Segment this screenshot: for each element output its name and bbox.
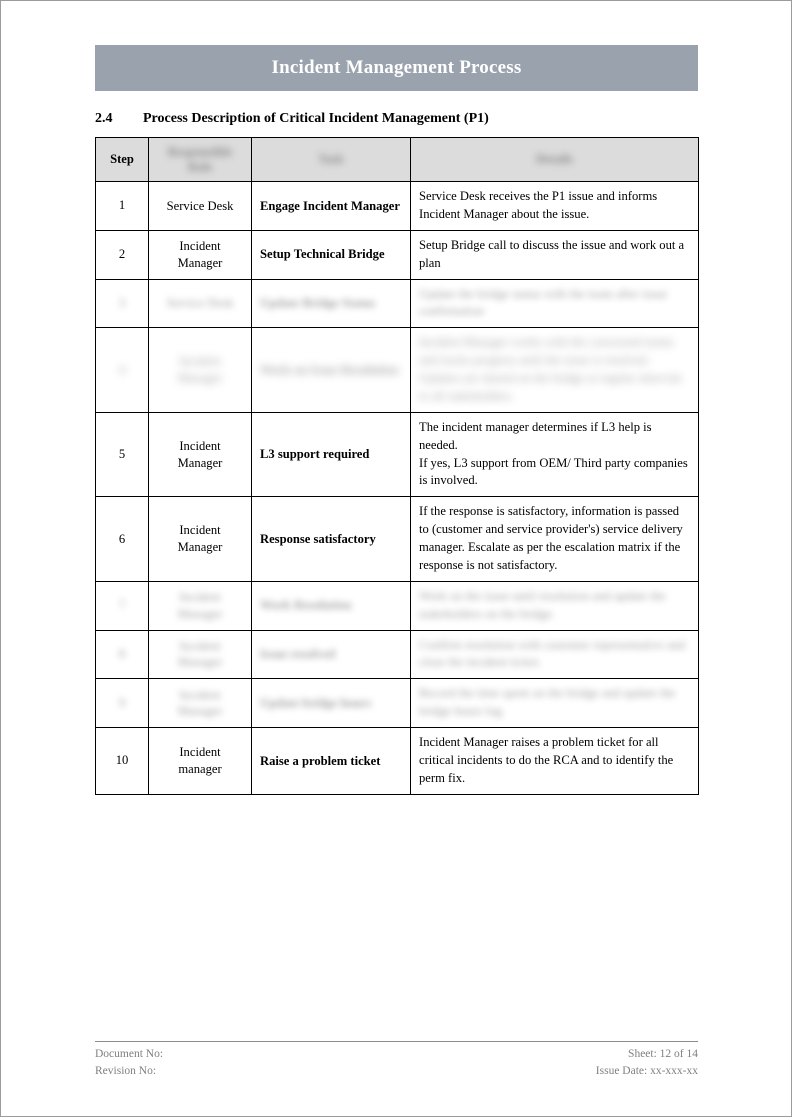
cell-role	[149, 328, 252, 413]
cell-step	[96, 182, 149, 231]
cell-step-text: 7	[118, 598, 126, 613]
cell-role-text: Incident Manager	[177, 523, 223, 554]
cell-step-text: 3	[118, 295, 126, 310]
cell-role	[149, 497, 252, 582]
column-header-task	[252, 138, 411, 182]
cell-task-text: Setup Technical Bridge	[260, 247, 385, 262]
table-row	[96, 630, 699, 679]
cell-task-text: Issue resolved	[260, 647, 335, 662]
table-row	[96, 279, 699, 328]
table-row	[96, 328, 699, 413]
cell-task-text: Response satisfactory	[260, 531, 376, 546]
column-header-role	[149, 138, 252, 182]
cell-task	[252, 581, 411, 630]
cell-task-text: Raise a problem ticket	[260, 753, 381, 768]
section-number: 2.4	[95, 111, 113, 126]
document-title: Incident Management Process	[271, 57, 522, 78]
document-no: Document No:	[95, 1048, 164, 1060]
cell-task-text: Work on Issue Resolution	[260, 362, 399, 377]
cell-role-text: Incident Manager	[177, 438, 223, 470]
cell-description-text: Service Desk receives the P1 issue and informs Incident Manager about the issue.	[419, 189, 658, 221]
table-row	[96, 581, 699, 630]
cell-role	[149, 630, 252, 679]
cell-description	[411, 679, 699, 728]
table-row	[96, 679, 699, 728]
cell-task	[252, 182, 411, 231]
cell-description-text: Incident Manager works with the concerned teams and tracks progress until the issue is resolved. Updates are shared on the bridge at regular intervals to all stakeholders.	[419, 335, 682, 403]
table-header	[96, 138, 699, 182]
cell-role	[149, 679, 252, 728]
cell-task	[252, 279, 411, 328]
cell-description	[411, 497, 699, 582]
cell-task	[252, 328, 411, 413]
cell-task-text: Work Resolution	[260, 598, 352, 613]
column-header-role-label: Responsible Role	[167, 144, 233, 174]
cell-description-text: Incident Manager raises a problem ticket for all critical incidents to do the RCA and to identify the perm fix.	[419, 735, 674, 785]
footer-left-block	[95, 1046, 163, 1081]
table-header-row	[96, 138, 699, 182]
page-footer	[95, 1041, 698, 1081]
cell-step-text: 8	[118, 646, 126, 661]
footer-right-block	[596, 1046, 698, 1081]
cell-description-text: Record the time spent on the bridge and update the bridge hours log.	[419, 686, 676, 719]
cell-role-text: Incident Manager	[177, 590, 223, 621]
cell-step-text: 5	[118, 447, 126, 461]
column-header-step-label: Step	[110, 152, 134, 166]
cell-description-text: The incident manager determines if L3 help is needed. If yes, L3 support from OEM/ Third party companies is involved.	[419, 419, 688, 488]
cell-step	[96, 728, 149, 795]
cell-step	[96, 630, 149, 679]
cell-description	[411, 630, 699, 679]
cell-task	[252, 230, 411, 279]
cell-description	[411, 581, 699, 630]
cell-step	[96, 412, 149, 497]
document-banner	[95, 45, 698, 91]
cell-description	[411, 412, 699, 497]
table-body	[96, 182, 699, 795]
table-row	[96, 728, 699, 795]
cell-step	[96, 328, 149, 413]
cell-description-text: Setup Bridge call to discuss the issue and work out a plan	[419, 237, 685, 270]
cell-step	[96, 581, 149, 630]
cell-role	[149, 581, 252, 630]
cell-step	[96, 497, 149, 582]
cell-description	[411, 182, 699, 231]
cell-description	[411, 230, 699, 279]
cell-description-text: If the response is satisfactory, information is passed to (customer and service provider's) service delivery manager. Escalate as per the escalation matrix if the response is not satisfactory.	[419, 504, 683, 572]
table-row	[96, 412, 699, 497]
cell-step-text: 9	[118, 695, 126, 710]
cell-step-text: 4	[118, 362, 126, 377]
table-row	[96, 182, 699, 231]
table-row	[96, 497, 699, 582]
section-heading	[95, 111, 698, 127]
cell-task-text: L3 support required	[260, 447, 370, 462]
cell-task-text: Update bridge hours	[260, 695, 372, 710]
issue-date: Issue Date: xx-xxx-xx	[595, 1065, 698, 1078]
cell-task	[252, 728, 411, 795]
cell-task	[252, 412, 411, 497]
cell-role-text: Service Desk	[166, 198, 234, 213]
cell-step	[96, 279, 149, 328]
cell-role-text: Incident manager	[178, 745, 222, 776]
cell-role-text: Incident Manager	[177, 239, 223, 270]
table-row	[96, 230, 699, 279]
cell-task-text: Update Bridge Status	[260, 296, 376, 311]
cell-role-text: Incident Manager	[177, 687, 223, 719]
cell-description-text: Confirm resolution with customer representative and close the incident ticket.	[419, 637, 686, 670]
cell-step-text: 1	[118, 198, 126, 213]
cell-task	[252, 679, 411, 728]
column-header-details	[411, 138, 699, 182]
process-description-table	[95, 137, 699, 795]
cell-task	[252, 630, 411, 679]
cell-description-text: Update the bridge status with the team after issue confirmation	[419, 286, 668, 319]
cell-role	[149, 182, 252, 231]
cell-task-text: Engage Incident Manager	[260, 198, 400, 213]
cell-description	[411, 728, 699, 795]
column-header-details-label: Details	[535, 152, 574, 166]
cell-step-text: 2	[118, 247, 126, 262]
cell-step	[96, 230, 149, 279]
revision-no: Revision No:	[95, 1065, 157, 1078]
cell-step	[96, 679, 149, 728]
cell-description	[411, 328, 699, 413]
cell-role	[149, 412, 252, 497]
column-header-task-label: Task	[318, 152, 344, 166]
section-title: Process Description of Critical Incident Management (P1)	[143, 111, 489, 126]
cell-step-text: 10	[115, 753, 129, 768]
cell-role-text: Incident Manager	[177, 354, 223, 385]
cell-role	[149, 728, 252, 795]
cell-role	[149, 230, 252, 279]
cell-description-text: Work on the issue until resolution and update the stakeholders on the bridge.	[419, 588, 666, 621]
cell-role	[149, 279, 252, 328]
sheet-number: Sheet: 12 of 14	[628, 1048, 698, 1060]
column-header-step	[96, 138, 149, 182]
cell-task	[252, 497, 411, 582]
cell-role-text: Incident Manager	[177, 638, 223, 670]
cell-description	[411, 279, 699, 328]
cell-role-text: Service Desk	[166, 296, 234, 311]
cell-step-text: 6	[118, 531, 126, 546]
